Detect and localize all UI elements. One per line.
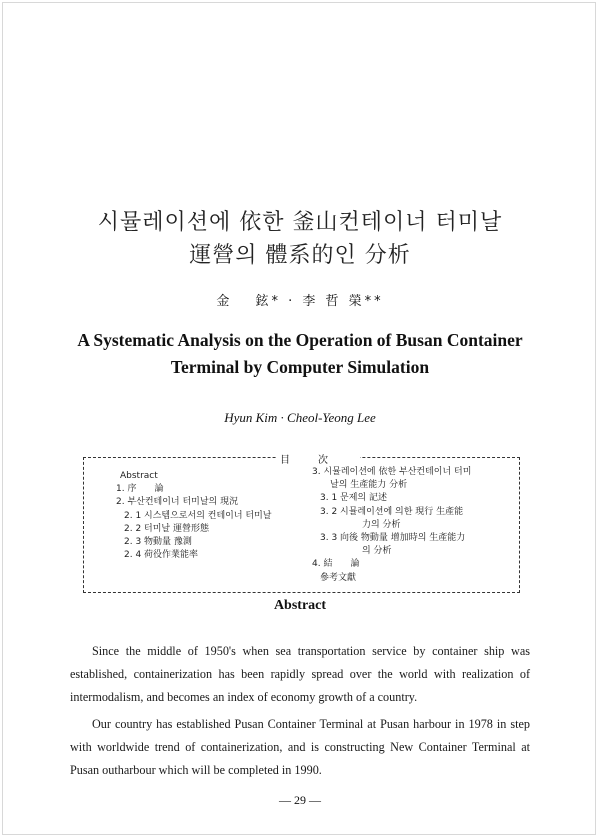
- toc-item: 날의 生產能力 分析: [330, 480, 408, 491]
- toc-item: 3. 2 시뮬레이션에 의한 現行 生產能: [320, 506, 464, 517]
- abstract-paragraph: Since the middle of 1950's when sea transportation service by container ship was established, containerization has been rapidly spread over the world with realization of intermodalism, and becomes an index of economy growth of a country.: [70, 644, 530, 704]
- toc-item: 의 分析: [362, 546, 392, 557]
- abstract-paragraph: Our country has established Pusan Container Terminal at Pusan harbour in 1978 in step with worldwide trend of containerization, and is constructing New Container Terminal at Pusan outharbour which will be completed in 1990.: [70, 717, 530, 777]
- toc-item: 2. 4 荷役作業能率: [124, 550, 199, 561]
- toc-item: 3. 3 向後 物動量 增加時의 生產能力: [320, 533, 466, 544]
- toc-left-column: [98, 470, 271, 562]
- korean-title-line2: 運營의 體系的인 分析: [189, 243, 411, 268]
- toc-item: 力의 分析: [362, 519, 401, 530]
- page-number: — 29 —: [279, 793, 321, 807]
- korean-authors: 金 鉉* · 李 哲 榮**: [216, 294, 384, 309]
- korean-title-line1: 시뮬레이션에 依한 釜山컨테이너 터미날: [97, 210, 503, 235]
- abstract-heading: Abstract: [273, 598, 327, 613]
- toc-item: 1. 序 論: [116, 484, 164, 495]
- english-authors: Hyun Kim · Cheol-Yeong Lee: [224, 410, 376, 425]
- toc-right-column: [312, 466, 471, 585]
- toc-item: Abstract: [120, 471, 158, 481]
- abstract-body: [70, 640, 530, 786]
- toc-item: 2. 부산컨테이너 터미날의 現況: [116, 497, 239, 508]
- toc-heading: 目次: [276, 451, 360, 466]
- toc-item: 4. 結 論: [312, 559, 360, 570]
- english-title-line1: A Systematic Analysis on the Operation of Busan Container: [77, 330, 523, 350]
- toc-item: 2. 2 터미날 運營形態: [124, 523, 209, 534]
- toc-item: 3. 시뮬레이션에 依한 부산컨테이너 터미: [312, 467, 472, 477]
- toc-item: 2. 1 시스템으로서의 컨테이너 터미날: [124, 510, 272, 521]
- english-title-line2: Terminal by Computer Simulation: [170, 357, 430, 377]
- toc-item: 2. 3 物動量 豫測: [124, 537, 192, 548]
- toc-item: 3. 1 문제의 記述: [320, 493, 387, 504]
- toc-item: 參考文獻: [320, 572, 357, 583]
